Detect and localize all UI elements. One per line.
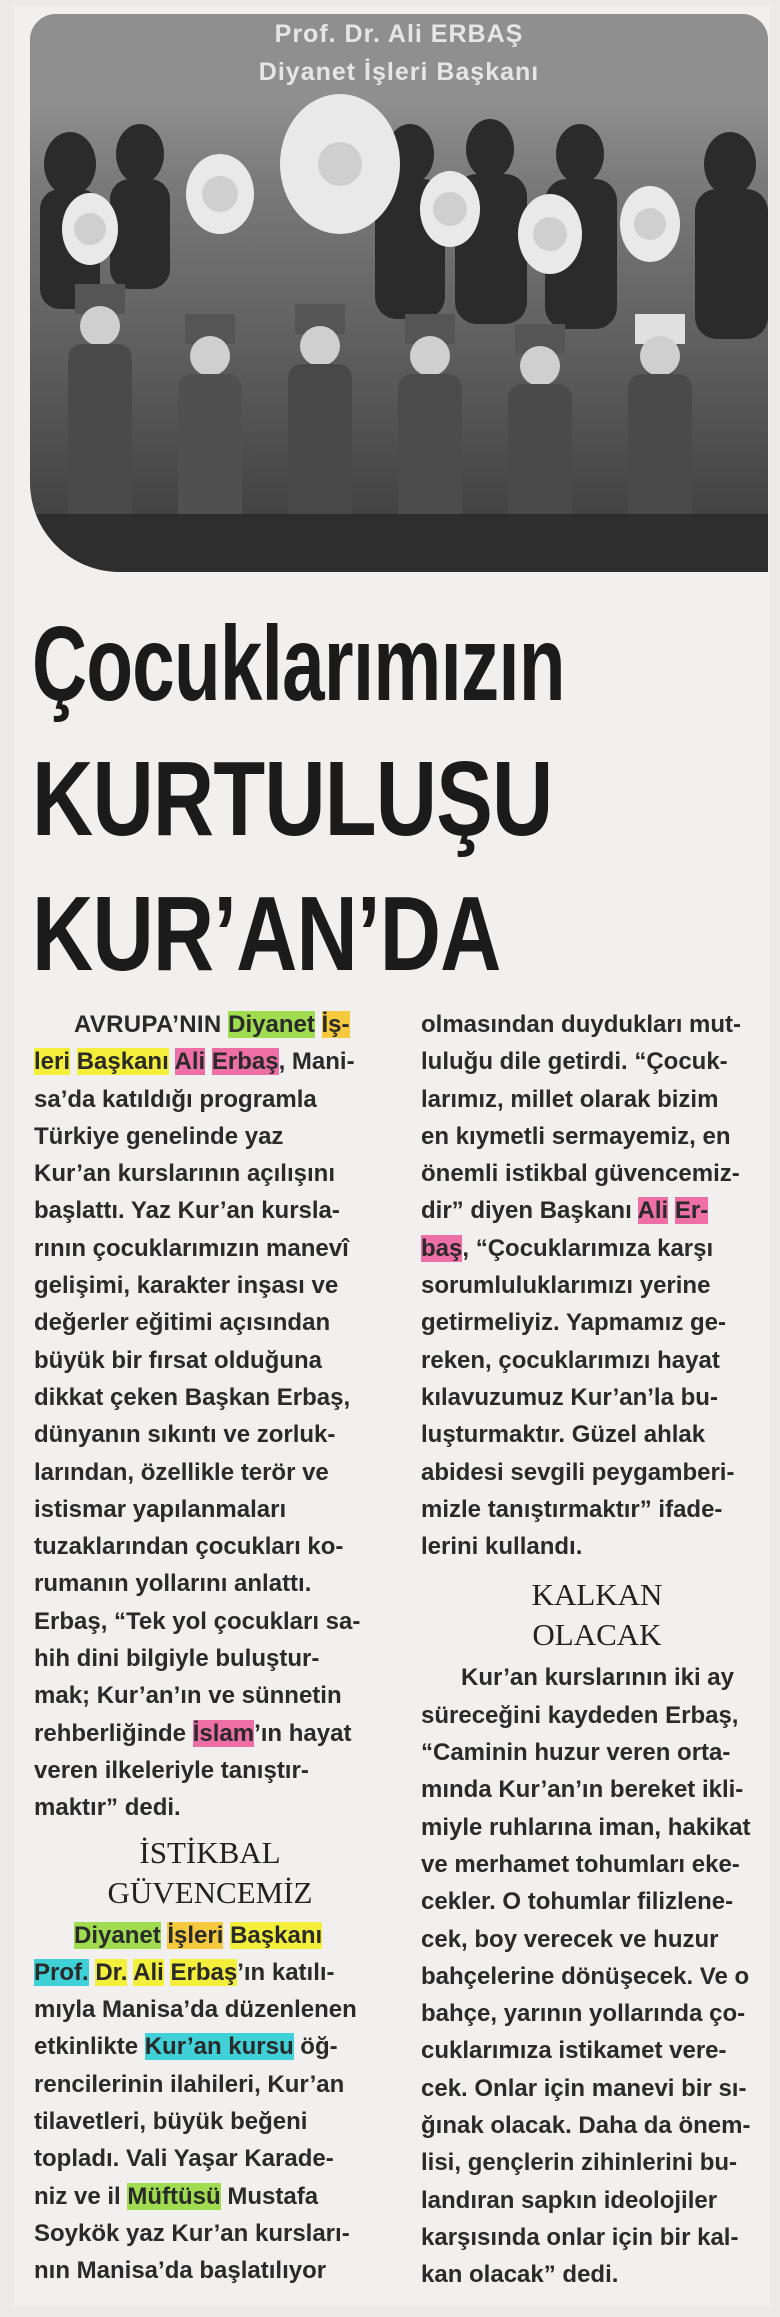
highlight-term: Erbaş — [170, 1958, 238, 1986]
subheading — [34, 1833, 386, 1913]
text-line — [421, 1192, 773, 1229]
highlight-term: Er- — [674, 1197, 709, 1225]
highlight-term: leri — [34, 1048, 71, 1076]
highlight-term: Ali — [174, 1048, 206, 1076]
subheading-line: OLACAK — [532, 1617, 662, 1653]
text-line: rumanın yollarını anlattı. — [34, 1570, 312, 1598]
text-line: cuklarımıza istikamet vere- — [421, 2037, 727, 2065]
text-line: rının çocuklarımızın manevî — [34, 1234, 349, 1262]
text-line — [34, 1917, 386, 1954]
group-photo-illustration — [30, 14, 768, 572]
text-line — [421, 1230, 773, 1267]
text-line: topladı. Vali Yaşar Karade- — [34, 2145, 334, 2173]
subheading — [421, 1575, 773, 1655]
text-line: tuzaklarından çocukları ko- — [34, 1533, 344, 1561]
text-line: cekler. O tohumlar filizlene- — [421, 1888, 734, 1916]
highlight-term: Dr. — [95, 1958, 128, 1986]
headline-line-1: Çocuklarımızın — [32, 605, 565, 723]
highlight-term: İslam — [192, 1719, 255, 1747]
text-line: istismar yapılanmaları — [34, 1495, 287, 1523]
text-line: karşısında onlar için bir kal- — [421, 2223, 739, 2251]
highlight-term: Başkanı — [76, 1048, 169, 1076]
highlight-term: Ali — [637, 1197, 669, 1225]
highlight-term: Erbaş — [211, 1048, 279, 1076]
text-line: büyük bir fırsat olduğuna — [34, 1346, 323, 1374]
text-fragment: dir” diyen Başkanı — [421, 1197, 632, 1225]
subheading-line: GÜVENCEMİZ — [107, 1874, 313, 1910]
text-line: değerler eğitimi açısından — [34, 1309, 331, 1337]
text-fragment: , Mani- — [278, 1048, 355, 1076]
text-line: maktır” dedi. — [34, 1794, 181, 1822]
text-line: hih dini bilgiyle buluştur- — [34, 1645, 320, 1673]
text-line: mıyla Manisa’da düzenlenen — [34, 1996, 357, 2024]
text-line: sa’da katıldığı programla — [34, 1085, 317, 1113]
text-line: kılavuzumuz Kur’an’la bu- — [421, 1383, 718, 1411]
text-line: olmasından duydukları mut- — [421, 1011, 742, 1038]
text-line: miyle ruhlarına iman, hakikat — [421, 1813, 751, 1841]
text-line: dikkat çeken Başkan Erbaş, — [34, 1383, 351, 1411]
article-column-right — [421, 1006, 773, 2294]
text-line: lisi, gençlerin zihinlerini bu- — [421, 2149, 738, 2177]
highlight-term: baş — [421, 1234, 463, 1262]
news-photo — [30, 14, 768, 572]
highlight-term: Diyanet — [228, 1011, 315, 1038]
text-line — [34, 1715, 386, 1752]
text-line: Erbaş, “Tek yol çocukları sa- — [34, 1607, 361, 1635]
text-line: lerini kullandı. — [421, 1533, 583, 1561]
article-column-left — [34, 1006, 386, 2290]
headline-line-3: KUR’AN’DA — [32, 875, 501, 993]
text-line: landıran sapkın ideolojiler — [421, 2186, 718, 2214]
text-line: en kıymetli sermayemiz, en — [421, 1122, 731, 1150]
text-line: süreceğini kaydeden Erbaş, — [421, 1701, 739, 1729]
text-fragment: , “Çocuklarımıza karşı — [462, 1234, 714, 1262]
photo-caption-title: Diyanet İşleri Başkanı — [258, 58, 540, 86]
subheading-line: KALKAN — [531, 1577, 663, 1613]
text-line: bahçe, yarının yollarında ço- — [421, 2000, 746, 2028]
highlight-term: İşleri — [167, 1921, 224, 1949]
text-line: cek, boy verecek ve huzur — [421, 1925, 719, 1953]
text-line: ğınak olacak. Daha da önem- — [421, 2112, 751, 2140]
text-line: kan olacak” dedi. — [421, 2261, 619, 2289]
text-line: nın Manisa’da başlatılıyor — [34, 2257, 327, 2285]
text-fragment: öğ- — [293, 2033, 338, 2061]
text-fragment: rehberliğinde — [34, 1719, 187, 1747]
highlight-term: Başkanı — [230, 1921, 323, 1949]
text-line: Kur’an kurslarının iki ay — [461, 1664, 734, 1692]
text-line: dünyanın sıkıntı ve zorluk- — [34, 1421, 336, 1449]
text-line — [34, 1954, 386, 1991]
text-line: rencilerinin ilahileri, Kur’an — [34, 2070, 345, 2098]
highlight-term: İş- — [321, 1011, 350, 1038]
highlight-term: Müftüsü — [127, 2182, 221, 2210]
text-line: mizle tanıştırmaktır” ifade- — [421, 1495, 723, 1523]
text-line — [34, 2028, 386, 2065]
text-line: Soykök yaz Kur’an kursları- — [34, 2219, 350, 2247]
text-line: veren ilkeleriyle tanıştır- — [34, 1756, 309, 1784]
text-line: abidesi sevgili peygamberi- — [421, 1458, 735, 1486]
text-fragment: ’ın katılı- — [237, 1958, 335, 1986]
text-line: getirmeliyiz. Yapmamız ge- — [421, 1309, 727, 1337]
text-line: luşturmaktır. Güzel ahlak — [421, 1421, 706, 1449]
text-fragment: niz ve il — [34, 2182, 121, 2210]
headline-line-2: KURTULUŞU — [32, 740, 553, 858]
text-line: bahçelerine dönüşecek. Ve o — [421, 1962, 750, 1990]
text-line: luluğu dile getirdi. “Çocuk- — [421, 1048, 728, 1076]
subheading-line: İSTİKBAL — [139, 1834, 281, 1870]
text-line: tilavetleri, büyük beğeni — [34, 2108, 308, 2136]
text-line: başlattı. Yaz Kur’an kursla- — [34, 1197, 340, 1225]
highlight-term: Kur’an kursu — [144, 2033, 294, 2061]
text-line: Kur’an kurslarının açılışını — [34, 1160, 335, 1188]
text-line: reken, çocuklarımızı hayat — [421, 1346, 720, 1374]
text-line: mında Kur’an’ın bereket ikli- — [421, 1776, 744, 1804]
text-line — [34, 1006, 386, 1043]
photo-caption-name: Prof. Dr. Ali ERBAŞ — [274, 20, 524, 48]
text-line: mak; Kur’an’ın ve sünnetin — [34, 1682, 342, 1710]
text-line: Türkiye genelinde yaz — [34, 1122, 284, 1150]
text-line: önemli istikbal güvencemiz- — [421, 1160, 740, 1188]
highlight-term: Prof. — [34, 1958, 89, 1986]
text-line: larından, özellikle terör ve — [34, 1458, 329, 1486]
text-fragment: ’ın hayat — [254, 1719, 352, 1747]
newspaper-page — [14, 6, 770, 2306]
text-line — [34, 2178, 386, 2215]
text-line: sorumluluklarımızı yerine — [421, 1272, 711, 1300]
text-line: larımız, millet olarak bizim — [421, 1085, 719, 1113]
text-line: cek. Onlar için manevi bir sı- — [421, 2074, 747, 2102]
text-line: gelişimi, karakter inşası ve — [34, 1272, 339, 1300]
text-line — [34, 1043, 386, 1080]
text-fragment: Mustafa — [220, 2182, 319, 2210]
lead-caps: AVRUPA’NIN — [74, 1011, 222, 1038]
highlight-term: Ali — [133, 1958, 164, 1986]
text-line: “Caminin huzur veren orta- — [421, 1739, 731, 1767]
highlight-term: Diyanet — [74, 1921, 161, 1949]
text-fragment: etkinlikte — [34, 2033, 139, 2061]
text-line: ve merhamet tohumları eke- — [421, 1850, 740, 1878]
